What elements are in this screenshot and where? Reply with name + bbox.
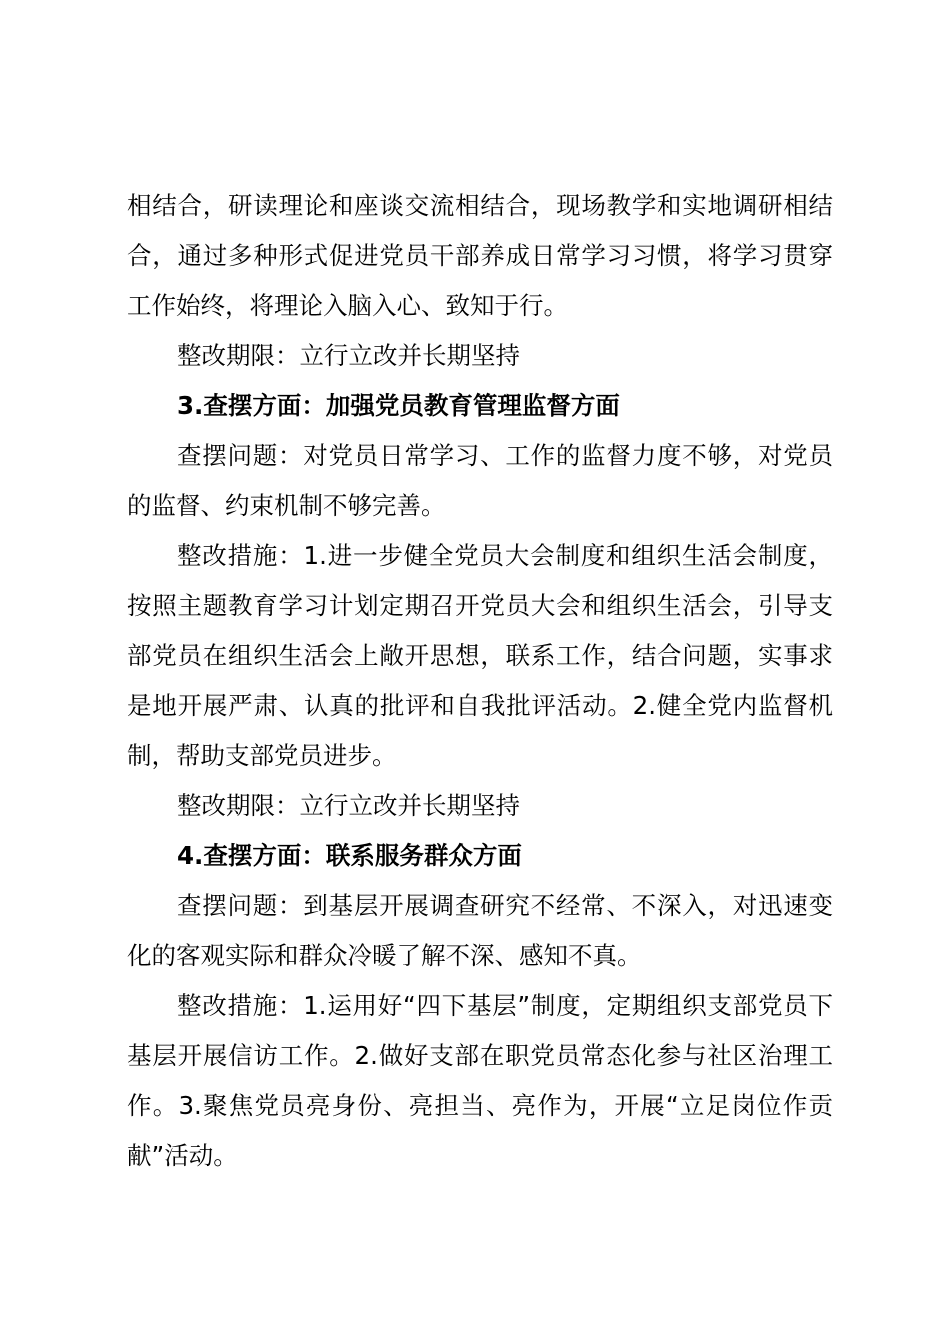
paragraph-problem: 查摆问题：对党员日常学习、工作的监督力度不够，对党员的监督、约束机制不够完善。 [127, 441, 833, 520]
section-heading-4: 4.查摆方面：联系服务群众方面 [177, 841, 522, 870]
paragraph-deadline: 整改期限：立行立改并长期坚持 [177, 791, 520, 820]
paragraph-deadline: 整改期限：立行立改并长期坚持 [177, 341, 520, 370]
paragraph-problem: 查摆问题：到基层开展调查研究不经常、不深入，对迅速变化的客观实际和群众冷暖了解不深、感知不真。 [127, 891, 833, 970]
paragraph-measures: 整改措施：1.进一步健全党员大会制度和组织生活会制度，按照主题教育学习计划定期召开党员大会和组织生活会，引导支部党员在组织生活会上敞开思想，联系工作，结合问题，实事求是地开展严肃、认真的批评和自我批评活动。2.健全党内监督机制，帮助支部党员进步。 [127, 541, 833, 770]
section-heading-3: 3.查摆方面：加强党员教育管理监督方面 [177, 391, 620, 420]
document-page [127, 181, 833, 1181]
paragraph-continuation: 相结合，研读理论和座谈交流相结合，现场教学和实地调研相结合，通过多种形式促进党员干部养成日常学习习惯，将学习贯穿工作始终，将理论入脑入心、致知于行。 [127, 191, 833, 320]
paragraph-measures: 整改措施：1.运用好“四下基层”制度，定期组织支部党员下基层开展信访工作。2.做好支部在职党员常态化参与社区治理工作。3.聚焦党员亮身份、亮担当、亮作为，开展“立足岗位作贡献”活动。 [127, 991, 833, 1170]
